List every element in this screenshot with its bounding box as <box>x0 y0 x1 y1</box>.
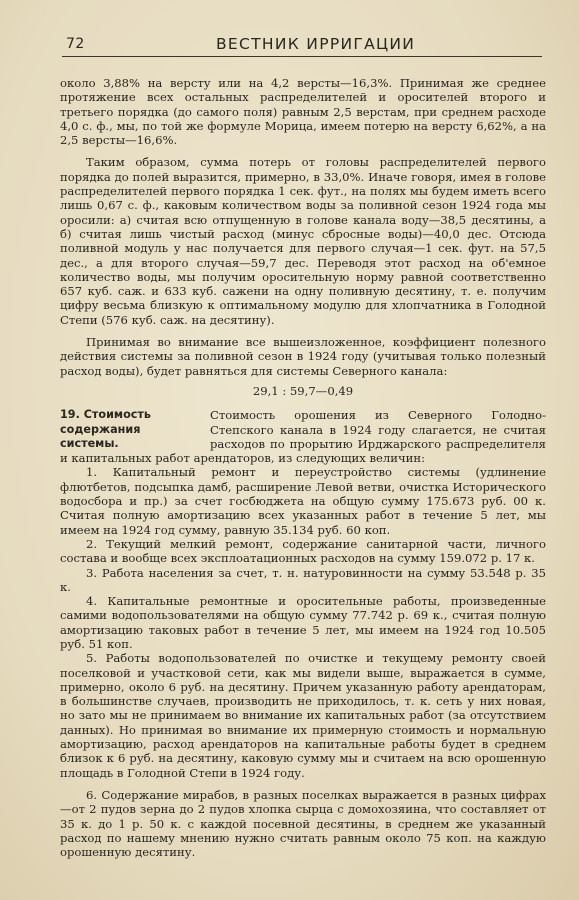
list-item: 4. Капитальные ремонтные и оросительные работы, произведенные самими водопользователями на общую сумму 77.742 р. 69 к., считая полную амортизацию таковых работ в течение 5 лет, мы имеем на 1924 год 10.505 руб. 51 коп. <box>60 594 546 651</box>
journal-title: ВЕСТНИК ИРРИГАЦИИ <box>216 35 416 53</box>
paragraph: Принимая во внимание все вышеизложенное, коэффициент полезного действия системы за поливной сезон в 1924 году (учитывая только полезный расход воды), будет равняться для системы Северного канала: <box>60 335 546 378</box>
list-item: 5. Работы водопользователей по очистке и текущему ремонту своей поселковой и участковой сети, как мы видели выше, выражается в сумме, примерно, около 6 руб. на десятину. Причем указанную работу арендаторам, в большинстве случаев, производить не приходилось, т. к. сеть у них новая, но зато мы не принимаем во внимание их капитальных работ (за отсутствием данных). Но принимая во внимание их примерную стоимость и нормальную амортизацию, расход арендаторов на капитальные работы будет в среднем близок к 6 руб. на десятину, каковую сумму мы и считаем на всю орошенную площадь в Голодной Степи в 1924 году. <box>60 651 546 780</box>
section-19 <box>60 408 546 859</box>
article-body <box>60 76 546 859</box>
paragraph: около 3,88% на версту или на 4,2 версты—16,3%. Принимая же среднее протяжение всех остальных распределителей и оросителей второго и третьего порядка (до самого поля) равным 2,5 верстам, при среднем расходе 4,0 с. ф., мы, по той же формуле Морица, имеем потерю на версту 6,62%, а на 2,5 версты—16,6%. <box>60 76 546 148</box>
list-item: 3. Работа населения за счет, т. н. натуровинности на сумму 53.548 р. 35 к. <box>60 565 546 594</box>
paragraph: Таким образом, сумма потерь от головы распределителей первого порядка до полей выразится, примерно, в 33,0%. Иначе говоря, имея в голове распределителей первого порядка 1 сек. фут., на полях мы будем иметь всего лишь 0,67 с. ф., каковым количеством воды за поливной сезон 1924 года мы оросили: а) считая всю отпущенную в голове канала воду—38,5 десятины, а б) считая лишь чистый расход (минус сбросные воды)—40,0 дес. Отсюда поливной модуль у нас получается для первого случая—1 сек. фут. на 57,5 дес., а для второго случая—59,7 дес. Переводя этот расход на об'емное количество воды, мы получим оросительную норму равной соответственно 657 куб. саж. и 633 куб. сажени на одну поливную десятину, т. е. получим цифру весьма близкую к оптимальному модулю для хлопчатника в Голодной Степи (576 куб. саж. на десятину). <box>60 155 546 327</box>
formula: 29,1 : 59,7—0,49 <box>252 383 354 398</box>
page-number: 72 <box>66 36 85 52</box>
section-heading: 19. Стоимость содержания системы. <box>60 408 151 450</box>
section-lead: Стоимость орошения из Северного Голодно-Степского канала в 1924 году слагается, не считая расходов по прорытию Ирджарского распределителя и капитальных работ арендаторов, из следующих величин: <box>60 408 546 466</box>
list-item: 6. Содержание мирабов, в разных поселках выражается в разных цифрах—от 2 пудов зерна до 2 пудов хлопка сырца с домохозяина, что составляет от 35 к. до 1 р. 50 к. с каждой посевной десятины, в среднем же указанный расход по нашему мнению нужно считать равным около 75 коп. на каждую орошенную десятину. <box>60 787 546 860</box>
list-item: 1. Капитальный ремонт и переустройство системы (удлинение флютбетов, подсыпка дамб, расширение Левой ветви, очистка Исторического водосбора и пр.) за счет госбюджета на общую сумму 175.673 руб. 00 к. Считая полную амортизацию всех указанных работ в течение 5 лет, мы имеем на 1924 год сумму, равную 35.134 руб. 60 коп. <box>60 465 546 537</box>
page-header <box>62 34 542 57</box>
list-item: 2. Текущий мелкий ремонт, содержание санитарной части, личного состава и вообще всех эксплоатационных расходов на сумму 159.072 р. 17 к. <box>60 536 546 566</box>
